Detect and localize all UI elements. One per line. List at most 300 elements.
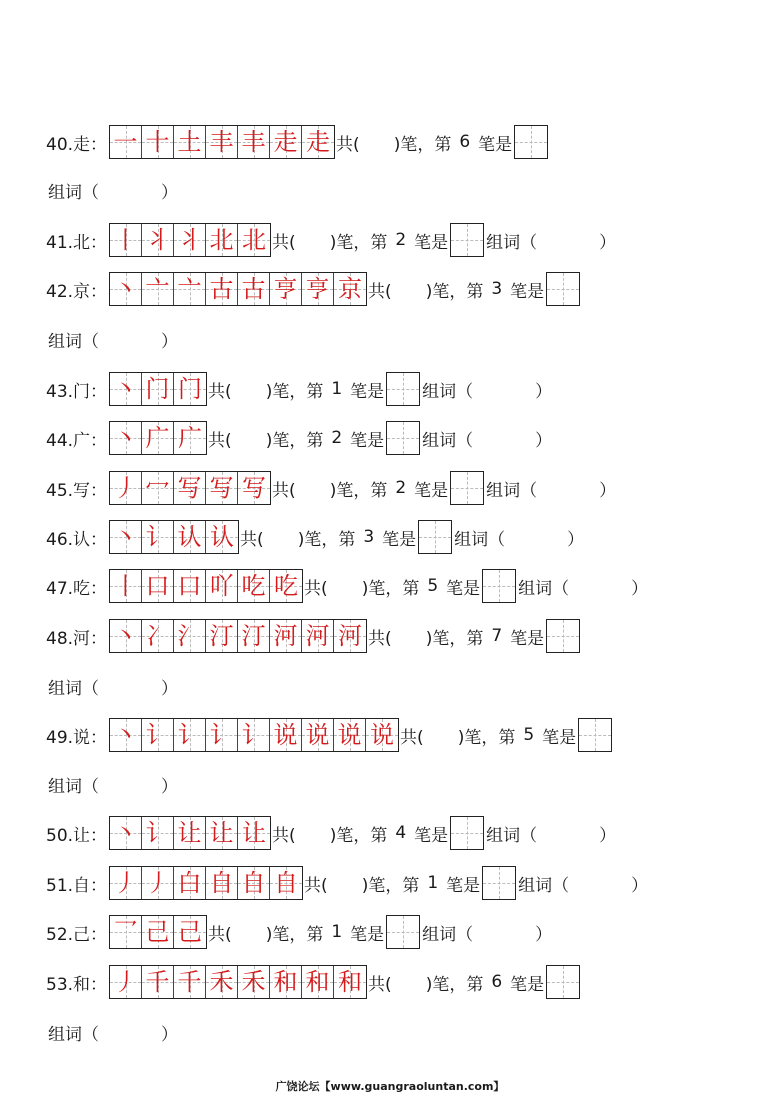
- total-label: 共(: [368, 628, 392, 649]
- stroke-step-char: 丿: [113, 869, 138, 897]
- total-label: 共(: [208, 430, 232, 451]
- exercise-row: [46, 618, 582, 654]
- stroke-step-char: 认: [210, 523, 235, 551]
- stroke-step-cell: [334, 719, 366, 751]
- stroke-step-char: 讠: [145, 721, 170, 749]
- stroke-label: )笔，第: [457, 727, 516, 748]
- stroke-step-char: 千: [145, 968, 170, 996]
- stroke-step-cell: [142, 867, 174, 899]
- stroke-step-cell: [110, 620, 142, 652]
- stroke-step-char: 河: [305, 622, 330, 650]
- word-close: ）: [599, 825, 617, 846]
- word-label: 组词（: [48, 678, 99, 699]
- stroke-step-cell: [206, 521, 238, 553]
- stroke-step-cell: [206, 817, 238, 849]
- stroke-step-char: 丨: [113, 572, 138, 600]
- stroke-step-cell: [302, 620, 334, 652]
- answer-box[interactable]: [546, 619, 580, 653]
- total-label: 共(: [272, 825, 296, 846]
- exercise-number: 46.认：: [46, 529, 108, 550]
- stroke-step-cell: [334, 966, 366, 998]
- stroke-number: 1: [427, 873, 439, 893]
- stroke-step-cell: [142, 521, 174, 553]
- stroke-step-char: 说: [337, 721, 362, 749]
- stroke-is-label: 笔是: [414, 825, 449, 846]
- stroke-order-grid: [109, 125, 335, 159]
- stroke-step-cell: [238, 867, 270, 899]
- stroke-step-char: 讠: [209, 721, 234, 749]
- word-close: ）: [599, 480, 617, 501]
- answer-box[interactable]: [546, 965, 580, 999]
- stroke-label: )笔，第: [265, 430, 324, 451]
- stroke-step-char: 丨: [113, 226, 138, 254]
- stroke-step-cell: [110, 126, 142, 158]
- stroke-step-char: 丶: [113, 523, 138, 551]
- stroke-step-char: 和: [338, 968, 363, 996]
- stroke-step-char: 广: [178, 424, 203, 452]
- exercise-number: 42.京：: [46, 281, 108, 302]
- stroke-step-char: 亠: [145, 275, 170, 303]
- stroke-step-cell: [110, 273, 142, 305]
- stroke-number: 5: [427, 576, 439, 596]
- word-row: [48, 172, 178, 208]
- stroke-number: 7: [491, 626, 503, 646]
- stroke-step-cell: [238, 817, 270, 849]
- stroke-step-cell: [174, 224, 206, 256]
- word-label: 组词（: [486, 825, 538, 846]
- stroke-label: )笔，第: [361, 875, 420, 896]
- stroke-order-grid: [109, 471, 271, 505]
- stroke-step-cell: [142, 273, 174, 305]
- stroke-step-cell: [174, 472, 206, 504]
- stroke-order-grid: [109, 619, 367, 653]
- stroke-step-cell: [270, 719, 302, 751]
- word-close: ）: [631, 578, 649, 599]
- word-row: [48, 1014, 178, 1050]
- exercise-row: [46, 519, 584, 555]
- stroke-step-cell: [206, 719, 238, 751]
- stroke-is-label: 笔是: [414, 480, 449, 501]
- stroke-step-cell: [174, 817, 206, 849]
- stroke-step-char: 写: [242, 474, 267, 502]
- stroke-label: )笔，第: [329, 480, 388, 501]
- stroke-label: )笔，第: [265, 924, 324, 945]
- stroke-order-grid: [109, 520, 239, 554]
- stroke-step-char: 禾: [209, 968, 234, 996]
- stroke-step-cell: [110, 472, 142, 504]
- stroke-step-char: 古: [241, 275, 266, 303]
- stroke-is-label: 笔是: [510, 628, 545, 649]
- stroke-number: 4: [395, 823, 407, 843]
- word-label: 组词（: [48, 1024, 99, 1045]
- exercise-row: [46, 371, 552, 407]
- stroke-step-char: 己: [178, 918, 203, 946]
- stroke-step-char: 讠: [145, 819, 170, 847]
- stroke-step-cell: [174, 916, 206, 948]
- stroke-step-char: 亨: [305, 275, 330, 303]
- word-label: 组词（: [422, 430, 474, 451]
- stroke-order-grid: [109, 421, 207, 455]
- exercise-row: [46, 568, 648, 604]
- stroke-step-cell: [110, 570, 142, 602]
- stroke-step-cell: [270, 273, 302, 305]
- stroke-step-char: 河: [273, 622, 298, 650]
- word-label: 组词（: [518, 875, 570, 896]
- stroke-step-cell: [174, 521, 206, 553]
- stroke-step-char: 丶: [113, 275, 138, 303]
- stroke-step-cell: [302, 966, 334, 998]
- stroke-step-char: 冖: [145, 474, 170, 502]
- stroke-number: 5: [523, 725, 535, 745]
- stroke-step-char: 古: [209, 275, 234, 303]
- stroke-step-char: 十: [145, 128, 170, 156]
- stroke-step-cell: [142, 966, 174, 998]
- word-close: ）: [535, 924, 553, 945]
- stroke-order-grid: [109, 223, 271, 257]
- stroke-step-cell: [174, 373, 206, 405]
- stroke-label: )笔，第: [329, 825, 388, 846]
- stroke-step-cell: [238, 273, 270, 305]
- word-row: [48, 766, 178, 802]
- answer-box[interactable]: [450, 223, 484, 257]
- stroke-step-char: 吖: [209, 572, 234, 600]
- stroke-step-cell: [238, 966, 270, 998]
- stroke-step-cell: [110, 521, 142, 553]
- stroke-step-char: 自: [209, 869, 234, 897]
- stroke-step-char: 说: [273, 721, 298, 749]
- word-label: 组词（: [518, 578, 570, 599]
- stroke-number: 2: [395, 478, 407, 498]
- stroke-order-grid: [109, 816, 271, 850]
- stroke-is-label: 笔是: [446, 875, 481, 896]
- word-close: ）: [161, 182, 178, 203]
- total-label: 共(: [368, 281, 392, 302]
- stroke-step-char: 丬: [145, 226, 170, 254]
- stroke-order-grid: [109, 718, 399, 752]
- answer-box[interactable]: [386, 421, 420, 455]
- stroke-step-cell: [142, 126, 174, 158]
- total-label: 共(: [272, 232, 296, 253]
- stroke-step-char: 汀: [241, 622, 266, 650]
- exercise-row: [46, 865, 648, 901]
- total-label: 共(: [336, 134, 360, 155]
- stroke-is-label: 笔是: [510, 281, 545, 302]
- stroke-step-cell: [206, 966, 238, 998]
- stroke-step-cell: [206, 472, 238, 504]
- exercise-row: [46, 420, 552, 456]
- stroke-step-char: 自: [274, 869, 299, 897]
- stroke-step-char: 河: [338, 622, 363, 650]
- stroke-is-label: 笔是: [542, 727, 577, 748]
- exercise-number: 43.门：: [46, 381, 108, 402]
- word-label: 组词（: [48, 776, 99, 797]
- stroke-is-label: 笔是: [382, 529, 417, 550]
- stroke-order-grid: [109, 569, 303, 603]
- answer-box[interactable]: [386, 915, 420, 949]
- stroke-step-char: 走: [273, 128, 298, 156]
- stroke-step-char: 千: [177, 968, 202, 996]
- stroke-step-cell: [238, 719, 270, 751]
- stroke-step-cell: [206, 224, 238, 256]
- stroke-step-cell: [238, 620, 270, 652]
- exercise-number: 47.吃：: [46, 578, 108, 599]
- word-close: ）: [161, 776, 178, 797]
- word-row: [48, 668, 178, 704]
- stroke-step-cell: [142, 916, 174, 948]
- stroke-step-cell: [142, 373, 174, 405]
- stroke-number: 2: [395, 230, 407, 250]
- stroke-step-cell: [142, 422, 174, 454]
- exercise-number: 48.河：: [46, 628, 108, 649]
- stroke-step-cell: [270, 570, 302, 602]
- total-label: 共(: [208, 381, 232, 402]
- stroke-is-label: 笔是: [350, 381, 385, 402]
- stroke-step-char: 北: [209, 226, 234, 254]
- stroke-is-label: 笔是: [446, 578, 481, 599]
- stroke-step-char: 丰: [241, 128, 266, 156]
- stroke-step-char: 说: [370, 721, 395, 749]
- stroke-number: 6: [491, 972, 503, 992]
- stroke-step-cell: [238, 472, 270, 504]
- stroke-step-cell: [174, 719, 206, 751]
- word-label: 组词（: [422, 381, 474, 402]
- stroke-step-char: 禾: [241, 968, 266, 996]
- stroke-label: )笔，第: [425, 281, 484, 302]
- stroke-step-char: 乛: [113, 918, 138, 946]
- stroke-step-cell: [174, 422, 206, 454]
- stroke-step-char: 丶: [113, 819, 138, 847]
- stroke-step-cell: [238, 224, 270, 256]
- stroke-is-label: 笔是: [414, 232, 449, 253]
- stroke-label: )笔，第: [425, 628, 484, 649]
- answer-box[interactable]: [450, 816, 484, 850]
- word-label: 组词（: [486, 232, 538, 253]
- stroke-step-cell: [206, 867, 238, 899]
- stroke-step-cell: [270, 867, 302, 899]
- stroke-step-cell: [174, 867, 206, 899]
- stroke-step-cell: [110, 373, 142, 405]
- answer-box[interactable]: [578, 718, 612, 752]
- exercise-row: [46, 914, 552, 950]
- word-label: 组词（: [486, 480, 538, 501]
- stroke-number: 3: [363, 527, 375, 547]
- stroke-step-char: 广: [145, 424, 170, 452]
- footer-source: 广饶论坛【www.guangraoluntan.com】: [275, 1080, 505, 1093]
- word-close: ）: [631, 875, 649, 896]
- stroke-step-cell: [142, 620, 174, 652]
- total-label: 共(: [368, 974, 392, 995]
- stroke-step-char: 讠: [241, 721, 266, 749]
- exercise-number: 49.说：: [46, 727, 108, 748]
- answer-box[interactable]: [482, 569, 516, 603]
- stroke-step-char: 门: [178, 375, 203, 403]
- stroke-step-char: 土: [177, 128, 202, 156]
- exercise-number: 41.北：: [46, 232, 108, 253]
- stroke-step-char: 让: [242, 819, 267, 847]
- stroke-order-grid: [109, 965, 367, 999]
- stroke-step-char: 一: [113, 128, 138, 156]
- exercise-number: 51.自：: [46, 875, 108, 896]
- stroke-step-char: 认: [177, 523, 202, 551]
- stroke-step-char: 丶: [113, 375, 138, 403]
- word-close: ）: [535, 381, 553, 402]
- stroke-order-grid: [109, 272, 367, 306]
- stroke-step-char: 走: [306, 128, 331, 156]
- stroke-step-cell: [110, 817, 142, 849]
- stroke-is-label: 笔是: [350, 924, 385, 945]
- stroke-step-char: 丶: [113, 424, 138, 452]
- stroke-step-cell: [174, 273, 206, 305]
- word-label: 组词（: [48, 182, 99, 203]
- stroke-step-char: 门: [145, 375, 170, 403]
- exercise-row: [46, 964, 582, 1000]
- exercise-row: [46, 815, 616, 851]
- stroke-step-char: 写: [177, 474, 202, 502]
- stroke-step-char: 丬: [177, 226, 202, 254]
- stroke-step-char: 己: [145, 918, 170, 946]
- total-label: 共(: [400, 727, 424, 748]
- stroke-step-cell: [142, 719, 174, 751]
- stroke-label: )笔，第: [361, 578, 420, 599]
- stroke-step-cell: [302, 719, 334, 751]
- stroke-step-cell: [110, 422, 142, 454]
- exercise-number: 52.己：: [46, 924, 108, 945]
- stroke-step-cell: [270, 966, 302, 998]
- stroke-step-cell: [238, 570, 270, 602]
- stroke-label: )笔，第: [393, 134, 452, 155]
- stroke-is-label: 笔是: [350, 430, 385, 451]
- stroke-step-char: 口: [177, 572, 202, 600]
- stroke-step-char: 和: [305, 968, 330, 996]
- stroke-order-grid: [109, 915, 207, 949]
- exercise-row: [46, 271, 582, 307]
- stroke-step-char: 让: [177, 819, 202, 847]
- answer-box[interactable]: [450, 471, 484, 505]
- stroke-step-char: 京: [338, 275, 363, 303]
- answer-box[interactable]: [514, 125, 548, 159]
- word-close: ）: [567, 529, 585, 550]
- stroke-step-char: 白: [177, 869, 202, 897]
- word-label: 组词（: [48, 331, 99, 352]
- stroke-label: )笔，第: [329, 232, 388, 253]
- stroke-number: 6: [459, 132, 471, 152]
- stroke-step-cell: [206, 273, 238, 305]
- total-label: 共(: [240, 529, 264, 550]
- stroke-step-char: 吃: [274, 572, 299, 600]
- stroke-number: 2: [331, 428, 343, 448]
- stroke-step-char: 丶: [113, 721, 138, 749]
- stroke-label: )笔，第: [265, 381, 324, 402]
- stroke-step-cell: [110, 966, 142, 998]
- stroke-step-cell: [110, 719, 142, 751]
- stroke-is-label: 笔是: [510, 974, 545, 995]
- stroke-step-cell: [142, 224, 174, 256]
- stroke-step-cell: [142, 817, 174, 849]
- stroke-step-char: 氵: [177, 622, 202, 650]
- word-label: 组词（: [422, 924, 474, 945]
- stroke-order-grid: [109, 866, 303, 900]
- exercise-row: [46, 470, 616, 506]
- stroke-step-char: 让: [209, 819, 234, 847]
- answer-box[interactable]: [386, 372, 420, 406]
- stroke-step-char: 丿: [145, 869, 170, 897]
- stroke-step-cell: [302, 273, 334, 305]
- stroke-step-cell: [334, 273, 366, 305]
- stroke-step-cell: [206, 570, 238, 602]
- stroke-step-cell: [142, 472, 174, 504]
- total-label: 共(: [208, 924, 232, 945]
- stroke-order-grid: [109, 372, 207, 406]
- stroke-step-char: 丿: [113, 968, 138, 996]
- stroke-step-cell: [174, 126, 206, 158]
- stroke-step-char: 口: [145, 572, 170, 600]
- stroke-number: 1: [331, 379, 343, 399]
- stroke-step-cell: [110, 867, 142, 899]
- stroke-step-char: 丿: [113, 474, 138, 502]
- total-label: 共(: [304, 578, 328, 599]
- word-close: ）: [535, 430, 553, 451]
- stroke-step-char: 自: [241, 869, 266, 897]
- stroke-number: 1: [331, 922, 343, 942]
- word-close: ）: [599, 232, 617, 253]
- exercise-row: [46, 222, 616, 258]
- stroke-label: )笔，第: [425, 974, 484, 995]
- stroke-label: )笔，第: [297, 529, 356, 550]
- stroke-step-cell: [174, 620, 206, 652]
- stroke-step-char: 汀: [209, 622, 234, 650]
- answer-box[interactable]: [482, 866, 516, 900]
- exercise-number: 53.和：: [46, 974, 108, 995]
- word-row: [48, 321, 178, 357]
- stroke-step-char: 亠: [177, 275, 202, 303]
- exercise-number: 50.让：: [46, 825, 108, 846]
- stroke-step-cell: [206, 126, 238, 158]
- exercise-row: [46, 717, 614, 753]
- stroke-step-cell: [302, 126, 334, 158]
- exercise-number: 40.走：: [46, 134, 108, 155]
- word-close: ）: [161, 1024, 178, 1045]
- stroke-number: 3: [491, 279, 503, 299]
- stroke-step-char: 吃: [241, 572, 266, 600]
- exercise-number: 44.广：: [46, 430, 108, 451]
- stroke-step-cell: [174, 570, 206, 602]
- stroke-step-char: 和: [273, 968, 298, 996]
- stroke-step-cell: [110, 224, 142, 256]
- stroke-step-cell: [238, 126, 270, 158]
- stroke-step-char: 写: [209, 474, 234, 502]
- stroke-step-char: 讠: [145, 523, 170, 551]
- exercise-number: 45.写：: [46, 480, 108, 501]
- word-label: 组词（: [454, 529, 506, 550]
- answer-box[interactable]: [546, 272, 580, 306]
- stroke-step-cell: [366, 719, 398, 751]
- stroke-step-cell: [270, 126, 302, 158]
- stroke-step-char: 丰: [209, 128, 234, 156]
- stroke-step-cell: [142, 570, 174, 602]
- total-label: 共(: [304, 875, 328, 896]
- stroke-step-char: 亨: [273, 275, 298, 303]
- stroke-step-cell: [334, 620, 366, 652]
- stroke-step-char: 北: [242, 226, 267, 254]
- stroke-step-char: 丶: [113, 622, 138, 650]
- stroke-is-label: 笔是: [478, 134, 513, 155]
- total-label: 共(: [272, 480, 296, 501]
- answer-box[interactable]: [418, 520, 452, 554]
- stroke-step-cell: [110, 916, 142, 948]
- stroke-step-cell: [270, 620, 302, 652]
- word-close: ）: [161, 678, 178, 699]
- word-close: ）: [161, 331, 178, 352]
